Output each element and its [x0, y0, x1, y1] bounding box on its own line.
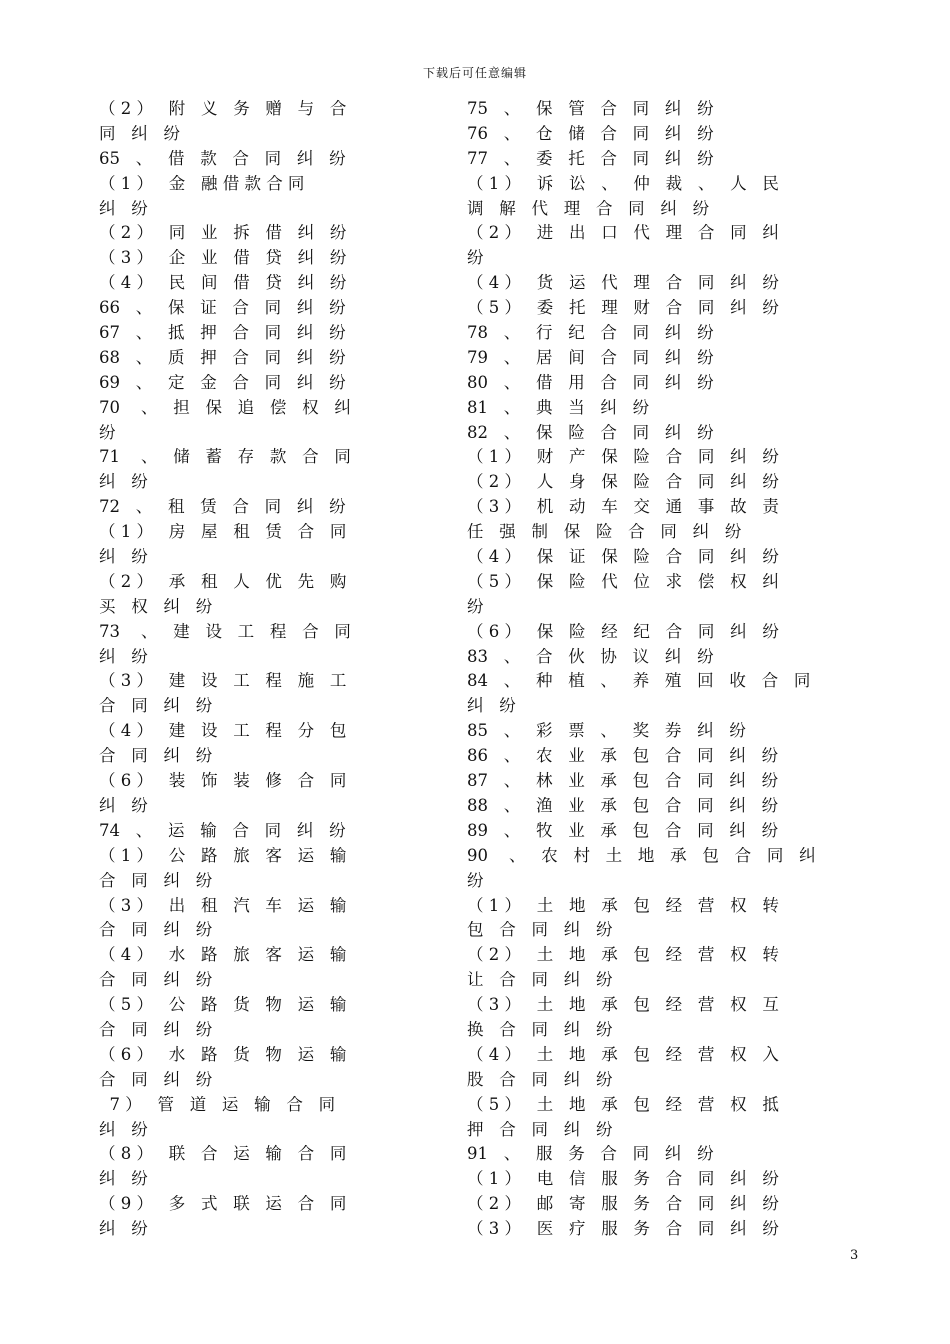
- text-line: 80 、 借 用 合 同 纠 纷: [467, 372, 714, 392]
- text-line: （ 5 ） 委 托 理 财 合 同 纠 纷: [467, 298, 779, 318]
- text-line: 同 纠 纷: [99, 123, 180, 143]
- text-line: 纠 纷: [99, 547, 148, 567]
- text-line: 90 、 农 村 土 地 承 包 合 同 纠: [467, 845, 816, 865]
- text-line: 纠 纷: [99, 1119, 148, 1139]
- text-line: 纷: [467, 596, 484, 616]
- text-line: 79 、 居 间 合 同 纠 纷: [467, 347, 714, 367]
- text-line: 75 、 保 管 合 同 纠 纷: [467, 99, 714, 118]
- text-line: （ 1 ） 财 产 保 险 合 同 纠 纷: [467, 447, 779, 467]
- text-line: 纠 纷: [99, 472, 148, 492]
- text-line: （ 8 ） 联 合 运 输 合 同: [99, 1144, 347, 1164]
- text-line: 合 同 纠 纷: [99, 1069, 213, 1089]
- text-line: 纠 纷: [99, 1169, 148, 1189]
- text-line: 纠 纷: [99, 1219, 148, 1239]
- left-column: [99, 97, 367, 1242]
- text-line: （ 4 ） 土 地 承 包 经 营 权 入: [467, 1044, 779, 1064]
- text-line: 调 解 代 理 合 同 纠 纷: [467, 198, 710, 218]
- text-line: 纠 纷: [99, 646, 148, 666]
- text-line: （ 1 ） 土 地 承 包 经 营 权 转: [467, 895, 779, 915]
- text-line: （ 3 ） 机 动 车 交 通 事 故 责: [467, 497, 779, 517]
- text-line: （ 2 ） 人 身 保 险 合 同 纠 纷: [467, 472, 779, 492]
- text-line: 7 ） 管 道 运 输 合 同: [99, 1094, 336, 1114]
- right-column: [467, 97, 833, 1242]
- text-line: 82 、 保 险 合 同 纠 纷: [467, 422, 714, 442]
- text-line: 69 、 定 金 合 同 纠 纷: [99, 372, 346, 392]
- text-line: 78 、 行 纪 合 同 纠 纷: [467, 323, 714, 343]
- text-line: 87 、 林 业 承 包 合 同 纠 纷: [467, 771, 779, 791]
- text-line: （ 5 ） 保 险 代 位 求 偿 权 纠: [467, 571, 779, 591]
- text-line: 73 、 建 设 工 程 合 同: [99, 621, 351, 641]
- text-line: （ 4 ） 货 运 代 理 合 同 纠 纷: [467, 273, 779, 293]
- text-line: 86 、 农 业 承 包 合 同 纠 纷: [467, 746, 779, 766]
- text-line: 买 权 纠 纷: [99, 596, 213, 616]
- text-line: 84 、 种 植 、 养 殖 回 收 合 同: [467, 671, 811, 691]
- text-line: 65 、 借 款 合 同 纠 纷: [99, 148, 346, 168]
- text-line: （ 2 ） 土 地 承 包 经 营 权 转: [467, 945, 779, 965]
- text-line: （ 1 ） 金 融 借 款 合 同: [99, 173, 305, 193]
- text-line: 纷: [467, 870, 484, 890]
- text-line: （ 4 ） 保 证 保 险 合 同 纠 纷: [467, 547, 779, 567]
- text-line: 包 合 同 纠 纷: [467, 920, 613, 940]
- text-line: 67 、 抵 押 合 同 纠 纷: [99, 323, 346, 343]
- text-line: （ 9 ） 多 式 联 运 合 同: [99, 1194, 347, 1214]
- text-line: （ 5 ） 公 路 货 物 运 输: [99, 995, 347, 1015]
- text-line: （ 4 ） 建 设 工 程 分 包: [99, 721, 347, 741]
- text-line: 合 同 纠 纷: [99, 920, 213, 940]
- text-line: （ 3 ） 企 业 借 贷 纠 纷: [99, 248, 347, 268]
- text-line: 81 、 典 当 纠 纷: [467, 397, 650, 417]
- text-line: （ 1 ） 诉 讼 、 仲 裁 、 人 民: [467, 173, 779, 193]
- text-line: （ 4 ） 水 路 旅 客 运 输: [99, 945, 347, 965]
- text-line: （ 1 ） 电 信 服 务 合 同 纠 纷: [467, 1169, 779, 1189]
- text-line: 83 、 合 伙 协 议 纠 纷: [467, 646, 714, 666]
- text-line: 77 、 委 托 合 同 纠 纷: [467, 148, 714, 168]
- text-line: （ 2 ） 进 出 口 代 理 合 同 纠: [467, 223, 779, 243]
- text-line: 合 同 纠 纷: [99, 1019, 213, 1039]
- text-line: 任 强 制 保 险 合 同 纠 纷: [467, 522, 742, 542]
- text-line: （ 3 ） 医 疗 服 务 合 同 纠 纷: [467, 1219, 779, 1239]
- text-line: （ 6 ） 水 路 货 物 运 输: [99, 1044, 347, 1064]
- text-line: （ 3 ） 出 租 汽 车 运 输: [99, 895, 347, 915]
- text-line: 股 合 同 纠 纷: [467, 1069, 613, 1089]
- text-line: 纠 纷: [99, 795, 148, 815]
- text-line: （ 5 ） 土 地 承 包 经 营 权 抵: [467, 1094, 779, 1114]
- text-line: （ 2 ） 附 义 务 赠 与 合: [99, 99, 347, 118]
- text-line: 91 、 服 务 合 同 纠 纷: [467, 1144, 714, 1164]
- text-line: 85 、 彩 票 、 奖 券 纠 纷: [467, 721, 746, 741]
- text-line: 66 、 保 证 合 同 纠 纷: [99, 298, 346, 318]
- text-line: 72 、 租 赁 合 同 纠 纷: [99, 497, 346, 517]
- text-line: 88 、 渔 业 承 包 合 同 纠 纷: [467, 795, 779, 815]
- text-line: 换 合 同 纠 纷: [467, 1019, 613, 1039]
- text-line: （ 6 ） 保 险 经 纪 合 同 纠 纷: [467, 621, 779, 641]
- text-line: （ 6 ） 装 饰 装 修 合 同: [99, 771, 347, 791]
- text-line: 纠 纷: [467, 696, 516, 716]
- page-number: 3: [850, 1248, 859, 1263]
- text-line: 合 同 纠 纷: [99, 970, 213, 990]
- page-header: 下载后可任意编辑: [422, 66, 527, 80]
- text-line: 合 同 纠 纷: [99, 746, 213, 766]
- text-line: （ 1 ） 公 路 旅 客 运 输: [99, 845, 347, 865]
- text-line: （ 2 ） 邮 寄 服 务 合 同 纠 纷: [467, 1194, 779, 1214]
- text-line: （ 2 ） 承 租 人 优 先 购: [99, 571, 347, 591]
- text-line: 押 合 同 纠 纷: [467, 1119, 613, 1139]
- text-line: 70 、 担 保 追 偿 权 纠: [99, 397, 351, 417]
- text-line: 74 、 运 输 合 同 纠 纷: [99, 820, 346, 840]
- text-line: （ 2 ） 同 业 拆 借 纠 纷: [99, 223, 347, 243]
- text-line: 纷: [99, 422, 116, 442]
- text-line: 89 、 牧 业 承 包 合 同 纠 纷: [467, 820, 779, 840]
- text-line: 71 、 储 蓄 存 款 合 同: [99, 447, 351, 467]
- text-line: 合 同 纠 纷: [99, 870, 213, 890]
- text-line: （ 3 ） 土 地 承 包 经 营 权 互: [467, 995, 779, 1015]
- text-line: 纷: [467, 248, 484, 268]
- text-line: 76 、 仓 储 合 同 纠 纷: [467, 123, 714, 143]
- text-line: 纠 纷: [99, 198, 148, 218]
- text-line: 68 、 质 押 合 同 纠 纷: [99, 347, 346, 367]
- text-line: 合 同 纠 纷: [99, 696, 213, 716]
- text-line: （ 4 ） 民 间 借 贷 纠 纷: [99, 273, 347, 293]
- text-line: （ 3 ） 建 设 工 程 施 工: [99, 671, 347, 691]
- text-line: （ 1 ） 房 屋 租 赁 合 同: [99, 522, 347, 542]
- text-line: 让 合 同 纠 纷: [467, 970, 613, 990]
